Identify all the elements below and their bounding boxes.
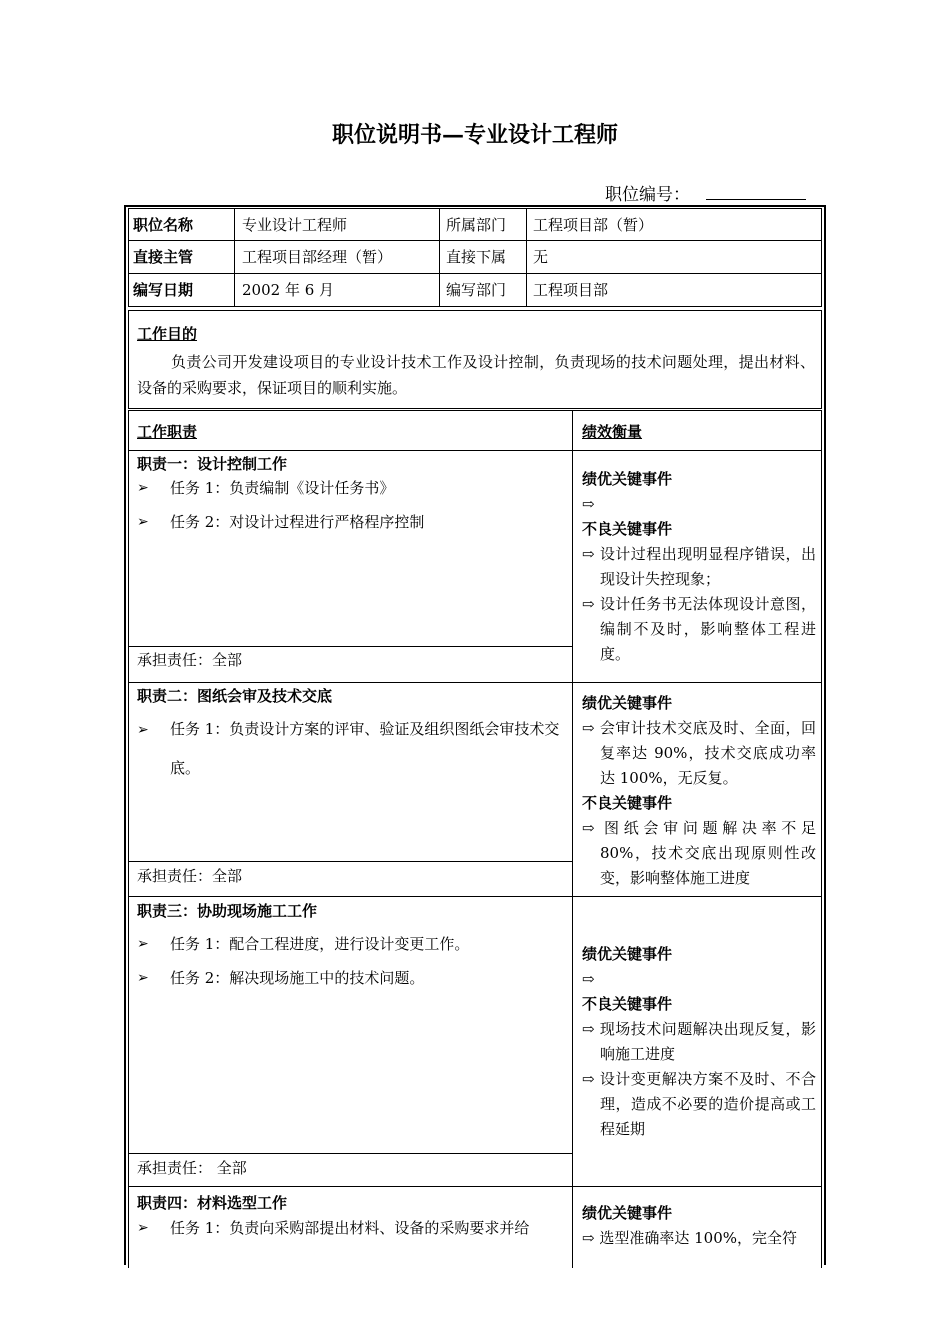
arrow-icon: ⇨ — [582, 1070, 595, 1088]
good-events-label: 绩优关键事件 — [582, 694, 673, 712]
info-value: 2002 年 6 月 — [242, 281, 335, 299]
task-item: 任务 1：配合工程进度，进行设计变更工作。 — [170, 935, 470, 953]
bad-event: ⇨ 设计变更解决方案不及时、不合理，造成不必要的造价提高或工程延期 — [582, 1070, 816, 1138]
duty-title: 职责一：设计控制工作 — [137, 455, 288, 473]
info-label: 直接下属 — [446, 248, 507, 266]
bad-event: ⇨ 设计过程出现明显程序错误，出现设计失控现象； — [582, 545, 816, 588]
info-label: 职位名称 — [133, 216, 194, 234]
info-value: 无 — [533, 248, 549, 266]
purpose-heading: 工作目的 — [137, 325, 198, 343]
task-item: 任务 2：解决现场施工中的技术问题。 — [170, 969, 425, 987]
arrow-icon: ⇨ — [582, 545, 595, 563]
bad-events-label: 不良关键事件 — [582, 794, 673, 812]
purpose-text: 负责公司开发建设项目的专业设计技术工作及设计控制，负责现场的技术问题处理，提出材料、设备的采购要求，保证项目的顺利实施。 — [137, 353, 815, 397]
bullet-icon: ➢ — [137, 1220, 149, 1236]
bad-events-label: 不良关键事件 — [582, 995, 673, 1013]
performance-header: 绩效衡量 — [582, 423, 643, 441]
good-events-label: 绩优关键事件 — [582, 945, 673, 963]
info-label: 直接主管 — [133, 248, 194, 266]
good-event: ⇨ 会审计技术交底及时、全面，回复率达 90%，技术交底成功率达 100%，无反复。 — [582, 719, 816, 787]
task-item: 任务 2：对设计过程进行严格程序控制 — [170, 513, 425, 531]
info-value: 工程项目部经理（暂） — [242, 248, 393, 266]
info-value: 工程项目部 — [533, 281, 609, 299]
arrow-icon: ⇨ — [582, 719, 595, 737]
duty-title: 职责二：图纸会审及技术交底 — [137, 687, 333, 705]
info-value: 工程项目部（暂） — [533, 216, 654, 234]
duties-header: 工作职责 — [137, 423, 198, 441]
responsibility: 承担责任： 全部 — [137, 1159, 247, 1177]
bad-event: ⇨ 设计任务书无法体现设计意图，编制不及时，影响整体工程进度。 — [582, 595, 816, 663]
arrow-icon: ⇨ — [582, 595, 595, 613]
performance-cell — [582, 942, 816, 1142]
position-no-label: 职位编号： — [605, 185, 690, 205]
bad-events-label: 不良关键事件 — [582, 520, 673, 538]
task-item: 任务 1：负责向采购部提出材料、设备的采购要求并给 — [170, 1219, 530, 1237]
bullet-icon: ➢ — [137, 722, 149, 738]
good-events-label: 绩优关键事件 — [582, 470, 673, 488]
responsibility: 承担责任：全部 — [137, 867, 243, 885]
arrow-icon: ⇨ — [582, 1020, 595, 1038]
arrow-icon: ⇨ — [582, 1229, 595, 1247]
performance-cell — [582, 1201, 816, 1251]
task-item: 任务 1：负责编制《设计任务书》 — [170, 479, 395, 497]
performance-cell — [582, 467, 816, 667]
arrow-icon: ⇨ — [582, 819, 595, 837]
duty-title: 职责三：协助现场施工工作 — [137, 902, 318, 920]
page-title: 职位说明书—专业设计工程师 — [331, 122, 618, 148]
position-no-blank — [706, 199, 806, 200]
bullet-icon: ➢ — [137, 970, 149, 986]
bad-event: ⇨ 图纸会审问题解决率不足 80%，技术交底出现原则性改变，影响整体施工进度 — [582, 819, 816, 887]
info-label: 编写部门 — [446, 281, 507, 299]
info-label: 编写日期 — [133, 281, 194, 299]
arrow-icon: ⇨ — [582, 495, 595, 513]
duty-title: 职责四：材料选型工作 — [137, 1194, 288, 1212]
bullet-icon: ➢ — [137, 514, 149, 530]
info-label: 所属部门 — [446, 216, 507, 234]
good-events-label: 绩优关键事件 — [582, 1204, 673, 1222]
performance-cell — [582, 691, 816, 891]
responsibility: 承担责任：全部 — [137, 651, 243, 669]
info-value: 专业设计工程师 — [242, 216, 348, 234]
good-event: ⇨ 选型准确率达 100%，完全符 — [582, 1229, 798, 1247]
bad-event: ⇨ 现场技术问题解决出现反复，影响施工进度 — [582, 1020, 816, 1063]
task-item: 任务 1：负责设计方案的评审、验证及组织图纸会审技术交底。 — [170, 720, 560, 777]
arrow-icon: ⇨ — [582, 970, 595, 988]
bullet-icon: ➢ — [137, 480, 149, 496]
bullet-icon: ➢ — [137, 936, 149, 952]
